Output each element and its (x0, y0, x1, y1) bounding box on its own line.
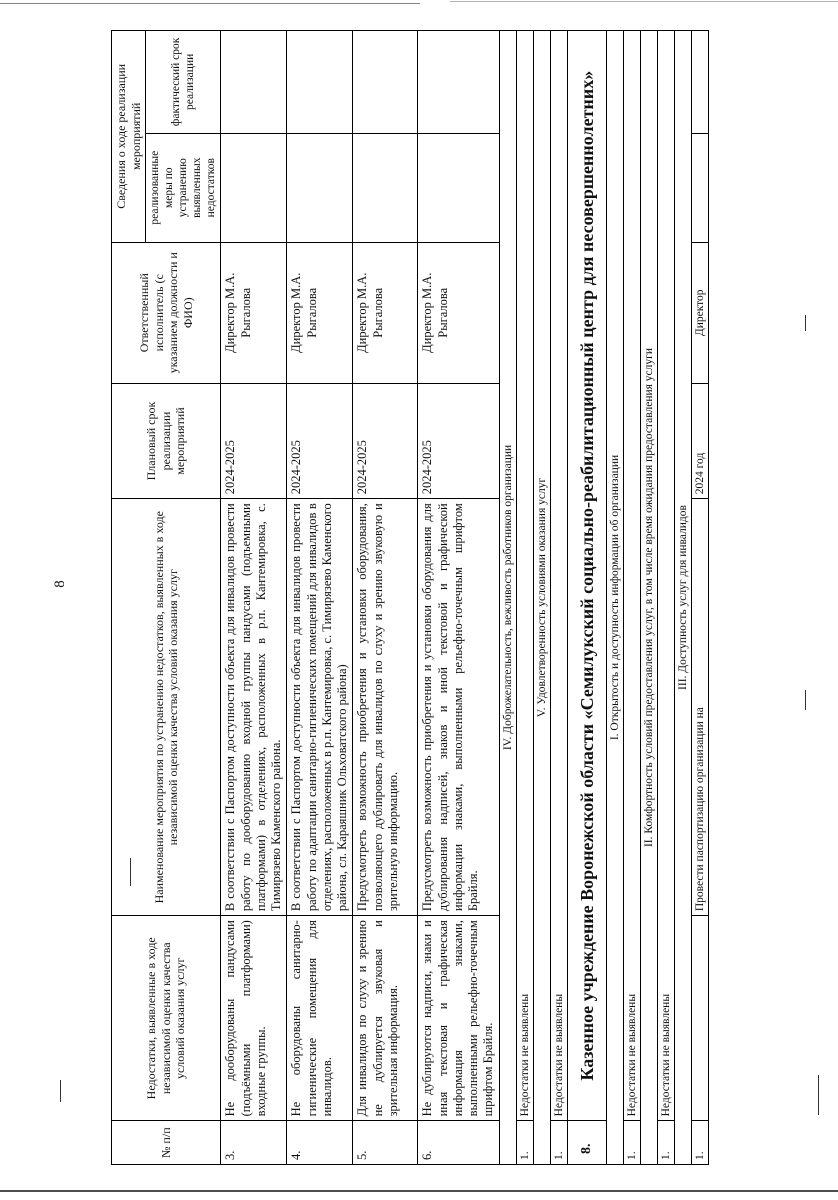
section-title-i: I. Открытость и доступность информации об организации (606, 31, 623, 1165)
section-row-iii (674, 31, 691, 1165)
header-progress-done: реализованные меры по устранению выявленных недостатков (146, 133, 221, 242)
organization-name: Казенное учреждение Воронежской области «Семилукский социально-реабилитационный центр для несовершеннолетних» (567, 31, 606, 1121)
row-num: 3. (221, 1121, 287, 1165)
table-row (550, 31, 567, 1165)
section-row-i (606, 31, 623, 1165)
table-header-row (112, 31, 146, 1165)
organization-num: 8. (567, 1121, 606, 1165)
row-num: 1. (657, 1121, 674, 1165)
row-no-deficiencies: Недостатки не выявлены (657, 31, 674, 1121)
page-number: 8 (52, 580, 68, 588)
row-deadline: 2024-2025 (418, 383, 499, 498)
row-num: 1. (550, 1121, 567, 1165)
header-progress-actual: фактический срок реализации (146, 31, 221, 134)
row-responsible: Директор М.А. Рыгалова (353, 242, 418, 383)
row-deficiency: Не оборудованы санитарно-гигиенические помещения для инвалидов. (287, 916, 353, 1121)
header-responsible: Ответственный исполнитель (с указанием должности и ФИО) (112, 242, 221, 383)
header-progress: Сведения о ходе реализации мероприятий (112, 31, 146, 243)
section-row-iv (499, 31, 516, 1165)
section-row-v (533, 31, 550, 1165)
row-progress-done (287, 133, 353, 242)
table-row (623, 31, 640, 1165)
row-measure: Предусмотреть возможность приобретения и установки оборудования, позволяющего дублировать для инвалидов по слуху и зрению звуковую и зрительную информацию. (353, 499, 418, 916)
table-row (353, 31, 418, 1165)
section-row-ii (640, 31, 657, 1165)
row-num: 5. (353, 1121, 418, 1165)
row-deficiency: Не дублируются надписи, знаки и иная текстовая и графическая информация знаками, выполненными рельефно-точечным шрифтом Брайля. (418, 916, 499, 1121)
scan-artifact-top-right (450, 1, 838, 2)
row-progress-done (353, 133, 418, 242)
scan-mark (805, 315, 806, 331)
row-progress-actual (221, 31, 287, 134)
table-row (221, 31, 287, 1165)
organization-row (567, 31, 606, 1165)
header-deadline: Плановый срок реализации мероприятий (112, 383, 221, 498)
row-progress-done (418, 133, 499, 242)
report-table (111, 30, 709, 1165)
row-progress-actual (353, 31, 418, 134)
row-deadline: 2024-2025 (221, 383, 287, 498)
section-title-iv: IV. Доброжелательность, вежливость работников организации (499, 31, 516, 1165)
rotated-table-frame (111, 30, 709, 1165)
row-no-deficiencies: Недостатки не выявлены (550, 31, 567, 1121)
row-responsible: Директор М.А. Рыгалова (221, 242, 287, 383)
scan-artifact-bottom (0, 1190, 838, 1192)
scan-artifact-top (0, 3, 420, 4)
row-progress-actual (691, 31, 708, 134)
row-progress-done (221, 133, 287, 242)
row-measure: Провести паспортизацию организации на (691, 499, 708, 916)
row-deadline: 2024-2025 (287, 383, 353, 498)
row-responsible: Директор М.А. Рыгалова (418, 242, 499, 383)
row-deadline: 2024 год (691, 383, 708, 498)
scan-mark (818, 1075, 819, 1115)
row-no-deficiencies: Недостатки не выявлены (516, 31, 533, 1121)
table-row (691, 31, 708, 1165)
row-measure: В соответствии с Паспортом доступности объекта для инвалидов провести работу по дооборудованию входной группы пандусами (подъемными платформами) в отделениях, расположенных в р.п. Кантемировка, с. Тимирязево Каменского района. (221, 499, 287, 916)
row-num: 4. (287, 1121, 353, 1165)
row-measure: В соответствии с Паспортом доступности объекта для инвалидов провести работу по адаптации санитарно-гигиенических помещений для инвалидов в отделениях, расположенных в р.п. Кантемировка, с. Тимирязево Каменского района, сл. Караяшник Ольховатского района) (287, 499, 353, 916)
section-title-iii: III. Доступность услуг для инвалидов (674, 31, 691, 1165)
row-num: 6. (418, 1121, 499, 1165)
row-responsible: Директор (691, 242, 708, 383)
row-progress-actual (418, 31, 499, 134)
scan-mark (60, 1080, 61, 1102)
row-progress-done (691, 133, 708, 242)
row-num: 1. (516, 1121, 533, 1165)
row-deficiency (691, 916, 708, 1121)
row-deficiency: Для инвалидов по слуху и зрению не дублируется звуковая и зрительная информация. (353, 916, 418, 1121)
row-deadline: 2024-2025 (353, 383, 418, 498)
row-responsible: Директор М.А. Рыгалова (287, 242, 353, 383)
header-num: № п/п (112, 1121, 221, 1165)
table-row (287, 31, 353, 1165)
row-progress-actual (287, 31, 353, 134)
header-deficiencies: Недостатки, выявленные в ходе независимой оценки качества условий оказания услуг (112, 916, 221, 1121)
row-num: 1. (691, 1121, 708, 1165)
row-no-deficiencies: Недостатки не выявлены (623, 31, 640, 1121)
header-measures: Наименование мероприятия по устранению недостатков, выявленных в ходе независимой оценки качества условий оказания услуг (112, 499, 221, 916)
section-title-v: V. Удовлетворенность условиями оказания услуг (533, 31, 550, 1165)
row-deficiency: Не дооборудованы пандусами (подъёмными платформами) входные группы. (221, 916, 287, 1121)
row-num: 1. (623, 1121, 640, 1165)
row-measure: Предусмотреть возможность приобретения и установки оборудования для дублирования надписей, знаков и иной текстовой и графической информации знаками, выполненными рельефно-точечным шрифтом Брайля. (418, 499, 499, 916)
table-row (418, 31, 499, 1165)
table-row (516, 31, 533, 1165)
table-row (657, 31, 674, 1165)
section-title-ii: II. Комфортность условий предоставления услуг, в том числе время ожидания предоставления услуги (640, 31, 657, 1165)
scan-mark (805, 690, 806, 710)
